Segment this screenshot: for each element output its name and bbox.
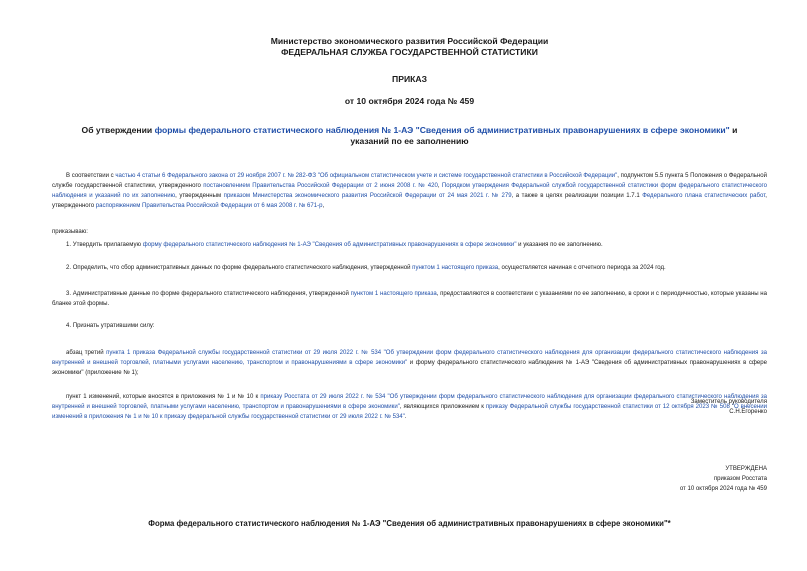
intro-text-6: , утвержденного: [52, 193, 767, 209]
approved-date: от 10 октября 2024 года № 459: [679, 486, 767, 492]
prikazyvayu-text: приказываю:: [52, 229, 88, 235]
link-federal-law-282[interactable]: частью 4 статьи 6 Федерального закона от 29 ноября 2007 г. № 282-ФЗ "Об официальном статистическом учете и системе государственной статистики в Российской Федерации": [115, 173, 618, 179]
signatory-name: С.Н.Егоренко: [729, 409, 767, 415]
link-federal-plan[interactable]: Федерального плана статистических работ: [642, 193, 766, 199]
intro-text-7: ,: [322, 203, 325, 209]
order-item-4: 4. Признать утратившими силу:: [66, 323, 155, 329]
link-order-671r[interactable]: распоряжением Правительства Российской Федерации от 6 мая 2008 г. № 671-р: [95, 203, 323, 209]
intro-text-5: , а также в целях реализации позиции 1.7.1: [511, 193, 643, 199]
item3-text-1: 3. Административные данные по форме федерального статистического наблюдения, утвержденной: [66, 291, 351, 297]
document-title: [62, 125, 757, 147]
approval-stamp: [680, 464, 767, 494]
form-title: Форма федерального статистического наблюдения № 1-АЭ "Сведения об административных правонарушениях в сфере экономики"*: [148, 519, 671, 528]
document-type: ПРИКАЗ: [392, 74, 427, 84]
intro-text-3: ,: [437, 183, 442, 189]
order-item-1: [52, 240, 767, 250]
item3-point1-link[interactable]: пунктом 1 настоящего приказа: [350, 291, 437, 297]
repeal2-text-2: , являющихся приложением к: [399, 404, 486, 410]
repeal2-order-508-link[interactable]: приказу Федеральной службы государственной статистики от 12 октября 2023 № 508 "О внесении изменений в приложения № 1 и № 10 к приказу федеральной службы государственной статистики от 29 июля 2022 г. № 534": [52, 404, 768, 420]
item2-text-2: , осуществляется начиная с отчетного периода за 2024 год.: [498, 265, 666, 271]
link-order-279[interactable]: приказом Министерства экономического развития Российской Федерации от 24 мая 2021 г. № 279: [223, 193, 512, 199]
service-name: ФЕДЕРАЛЬНАЯ СЛУЖБА ГОСУДАРСТВЕННОЙ СТАТИСТИКИ: [281, 47, 538, 57]
intro-paragraph: [52, 171, 767, 211]
repeal2-text-3: .: [404, 414, 407, 420]
approved-label: УТВЕРЖДЕНА: [725, 466, 767, 472]
link-approval-procedure[interactable]: Порядком утверждения Федеральной службой государственной статистики форм федерального статистического наблюдения и указаний по их заполнению: [52, 183, 767, 199]
ministry-name: Министерство экономического развития Российской Федерации: [270, 36, 549, 46]
signature-block: [691, 397, 767, 417]
intro-text-2: , подпунктом 5.5 пункта 5 Положения о Федеральной службе государственной статистики, утвержденного: [52, 173, 767, 189]
item1-text-1: 1. Утвердить прилагаемую: [66, 242, 143, 248]
intro-text-4: , утвержденным: [175, 193, 224, 199]
repeal2-order-534-link[interactable]: приказу Росстата от 29 июля 2022 г. № 534 "Об утверждении форм федерального статистического наблюдения для организации федерального статистического наблюдения за внутренней и внешней торговлей, платными услугами населению, транспортом и правонарушениями в сфере экономики": [52, 394, 767, 410]
title-form-link[interactable]: формы федерального статистического наблюдения № 1-АЭ "Сведения об административных правонарушениях в сфере экономики": [154, 125, 730, 135]
link-resolution-420[interactable]: постановлением Правительства Российской Федерации от 2 июня 2008 г. № 420: [203, 183, 438, 189]
title-suffix: и указаний по ее заполнению: [350, 125, 738, 146]
title-prefix: Об утверждении: [81, 125, 155, 135]
item2-point1-link[interactable]: пунктом 1 настоящего приказа: [412, 265, 499, 271]
intro-text-1: В соответствии с: [66, 173, 116, 179]
repeal1-order-534-link[interactable]: пункта 1 приказа Федеральной службы государственной статистики от 29 июля 2022 г. № 534 "Об утверждении форм федерального статистического наблюдения для организации федерального статистического наблюдения за внутренней и внешней торговлей, платными услугами населению, транспортом и правонарушениями в сфере экономики": [52, 350, 767, 366]
order-item-3: [52, 289, 767, 309]
order-item-2: [52, 263, 767, 273]
repeal-paragraph-2: [52, 392, 767, 422]
item1-text-2: и указания по ее заполнению.: [516, 242, 603, 248]
item2-text-1: 2. Определить, что сбор административных данных по форме федерального статистического наблюдения, утвержденной: [66, 265, 413, 271]
signatory-role: Заместитель руководителя: [690, 399, 767, 405]
item1-form-link[interactable]: форму федерального статистического наблюдения № 1-АЭ "Сведения об административных правонарушениях в сфере экономики": [142, 242, 517, 248]
repeal1-text-2: и форму федерального статистического наблюдения № 1-АЭ "Сведения об административных правонарушениях в сфере экономики" (приложение № 1);: [52, 360, 767, 376]
document-date-number: от 10 октября 2024 года № 459: [344, 96, 475, 106]
approved-by: приказом Росстата: [713, 476, 767, 482]
repeal2-text-1: пункт 1 изменений, которые вносятся в приложения № 1 и № 10 к: [66, 394, 261, 400]
repeal-paragraph-1: [52, 348, 767, 378]
repeal1-text-1: абзац третий: [66, 350, 107, 356]
item3-text-2: , предоставляются в соответствии с указаниями по ее заполнению, в сроки и с периодичностью, которые указаны на бланке этой формы.: [52, 291, 767, 307]
